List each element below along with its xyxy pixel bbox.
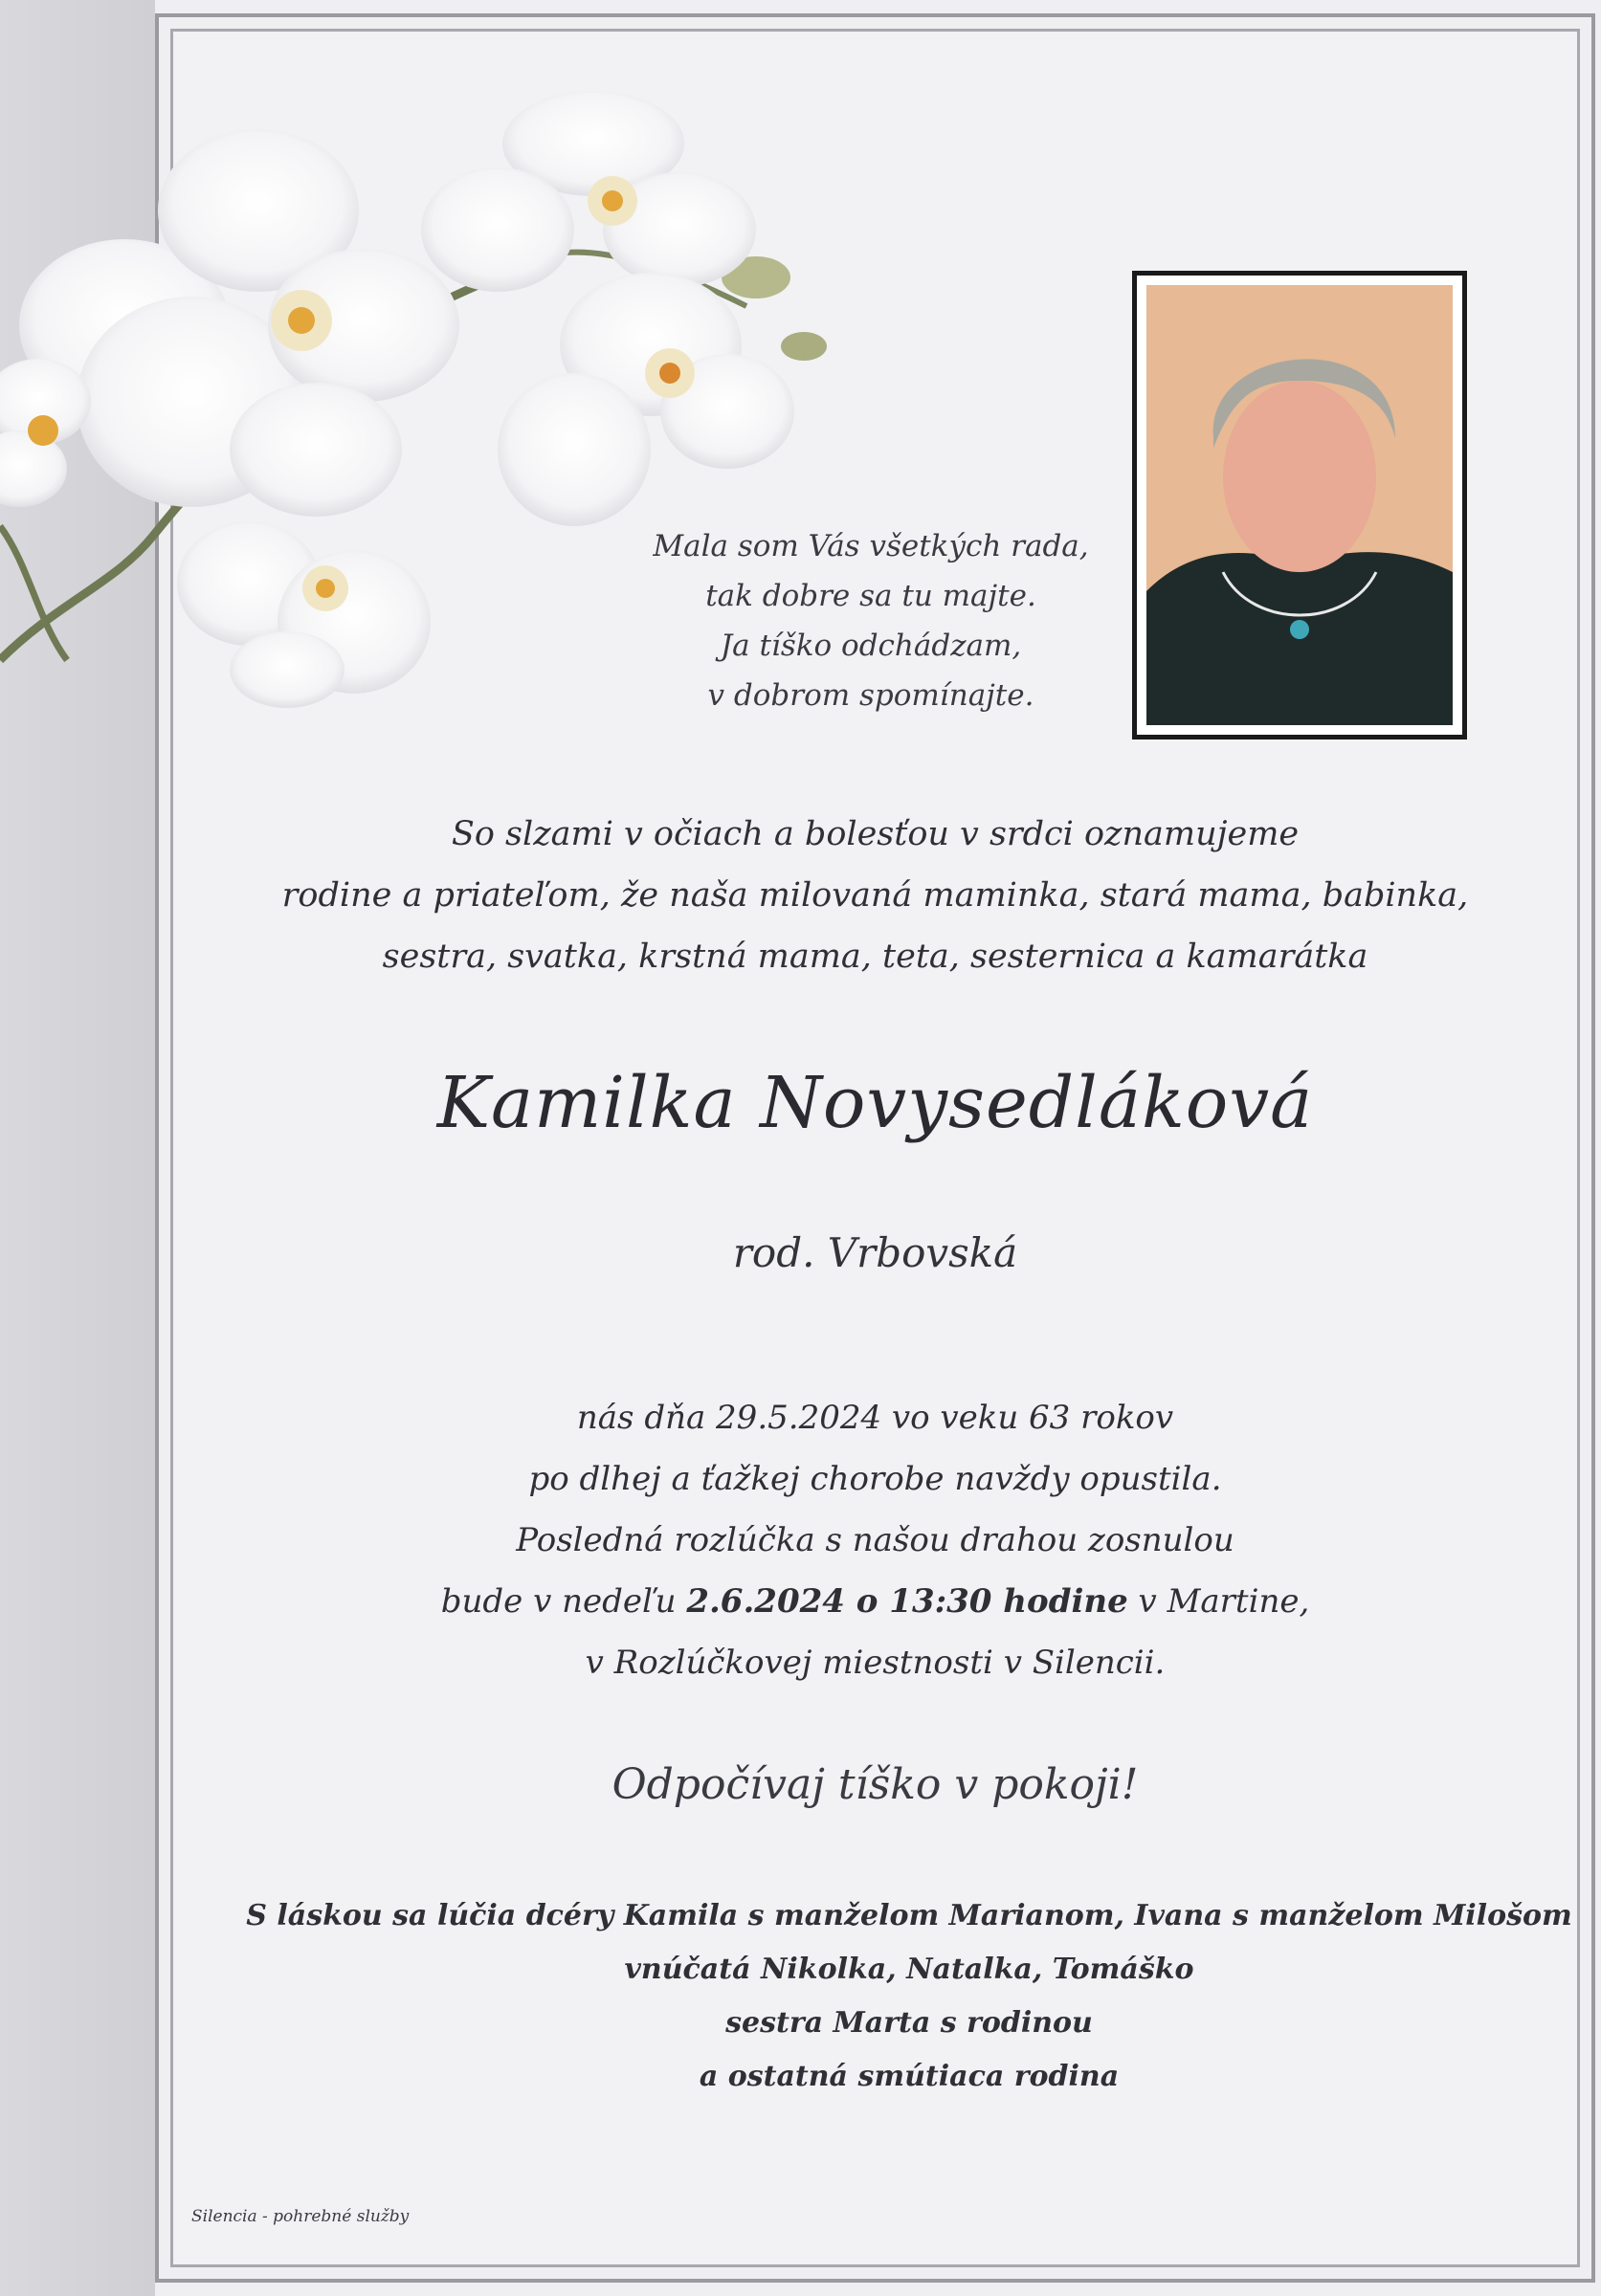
details-line: nás dňa 29.5.2024 vo veku 63 rokov [576, 1399, 1174, 1437]
funeral-datetime: 2.6.2024 o 13:30 hodine [686, 1582, 1128, 1621]
announcement-line: rodine a priateľom, že naša milovaná maminka, stará mama, babinka, [281, 876, 1469, 915]
poem-line: tak dobre sa tu majte. [705, 579, 1036, 613]
announcement-line: sestra, svatka, krstná mama, teta, sesternica a kamarátka [382, 938, 1368, 976]
announcement [170, 804, 1580, 987]
poem [536, 521, 1206, 720]
announcement-line: So slzami v očiach a bolesťou v srdci oznamujeme [451, 815, 1300, 853]
poem-line: Mala som Vás všetkých rada, [653, 529, 1089, 563]
details-line: v Rozlúčkovej miestnosti v Silencii. [585, 1644, 1166, 1682]
details-line [170, 1571, 1580, 1632]
funeral-details [170, 1387, 1580, 1693]
poem-line: Ja tíško odchádzam, [720, 629, 1022, 663]
details-text: v Martine, [1127, 1582, 1310, 1621]
family-line: sestra Marta s rodinou [725, 2006, 1093, 2040]
details-line: Posledná rozlúčka s našou drahou zosnulou [516, 1521, 1234, 1559]
family-line: S láskou sa lúčia dcéry Kamila s manželom Marianom, Ivana s manželom Milošom [246, 1899, 1572, 1932]
poem-line: v dobrom spomínajte. [707, 678, 1034, 713]
family-list [239, 1889, 1579, 2104]
family-line: a ostatná smútiaca rodina [699, 2060, 1120, 2093]
family-line: vnúčatá Nikolka, Natalka, Tomáško [624, 1953, 1194, 1986]
footer-credit: Silencia - pohrebné služby [191, 2207, 410, 2226]
maiden-name: rod. Vrbovská [732, 1229, 1018, 1276]
deceased-name: Kamilka Novysedláková [436, 1062, 1314, 1144]
rest-in-peace: Odpočívaj tíško v pokoji! [611, 1760, 1139, 1809]
details-line: po dlhej a ťažkej chorobe navždy opustila. [528, 1460, 1222, 1498]
details-text: bude v nedeľu [440, 1582, 687, 1621]
